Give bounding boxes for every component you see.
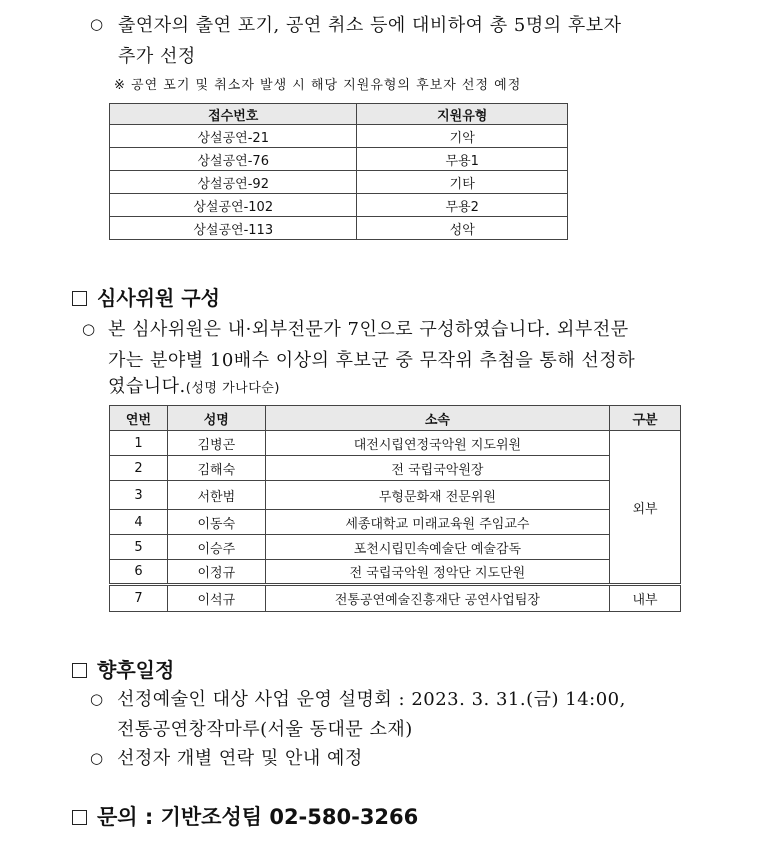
table-row xyxy=(110,456,681,481)
col-header-name: 성명 xyxy=(167,406,265,431)
member-name: 이정규 xyxy=(167,560,265,585)
table-row xyxy=(110,535,681,560)
schedule-item2: 선정자 개별 연락 및 안내 예정 xyxy=(117,748,363,769)
member-affiliation: 전통공연예술진흥재단 공연사업팀장 xyxy=(265,585,609,612)
committee-text-line2: 가는 분야별 10배수 이상의 후보군 중 무작위 추첨을 통해 선정하 xyxy=(108,350,636,371)
support-type: 성악 xyxy=(357,217,568,240)
receipt-no: 상설공연-102 xyxy=(110,194,357,217)
member-affiliation: 전 국립국악원 정악단 지도단원 xyxy=(265,560,609,585)
checkbox-square-icon xyxy=(72,291,87,306)
receipt-no: 상설공연-21 xyxy=(110,125,357,148)
bullet-circle: ○ xyxy=(82,320,96,338)
row-no: 7 xyxy=(110,585,168,612)
table-row xyxy=(110,431,681,456)
table-row xyxy=(110,481,681,510)
section-heading-committee xyxy=(72,282,220,311)
member-name: 김병곤 xyxy=(167,431,265,456)
support-type: 무용1 xyxy=(357,148,568,171)
category-internal: 내부 xyxy=(610,585,681,612)
section-heading-schedule xyxy=(72,654,174,683)
member-affiliation: 무형문화재 전문위원 xyxy=(265,481,609,510)
member-name: 이석규 xyxy=(167,585,265,612)
col-header-affiliation: 소속 xyxy=(265,406,609,431)
bullet-circle: ○ xyxy=(90,749,104,767)
receipt-no: 상설공연-92 xyxy=(110,171,357,194)
col-header-category: 구분 xyxy=(610,406,681,431)
row-no: 1 xyxy=(110,431,168,456)
member-name: 이승주 xyxy=(167,535,265,560)
table-row xyxy=(110,560,681,585)
member-name: 김해숙 xyxy=(167,456,265,481)
table-row xyxy=(110,217,568,240)
member-affiliation: 전 국립국악원장 xyxy=(265,456,609,481)
candidate-text-line1: 출연자의 출연 포기, 공연 취소 등에 대비하여 총 5명의 후보자 xyxy=(118,15,622,36)
row-no: 3 xyxy=(110,481,168,510)
receipt-no: 상설공연-76 xyxy=(110,148,357,171)
section-heading-contact xyxy=(72,801,418,831)
contact-text: 문의 : 기반조성팀 02-580-3266 xyxy=(97,805,419,829)
line3-small: (성명 가나다순) xyxy=(185,381,280,396)
table-row xyxy=(110,171,568,194)
row-no: 6 xyxy=(110,560,168,585)
col-header-no: 연번 xyxy=(110,406,168,431)
category-external: 외부 xyxy=(610,431,681,585)
table-row xyxy=(110,194,568,217)
row-no: 4 xyxy=(110,510,168,535)
member-name: 서한범 xyxy=(167,481,265,510)
member-affiliation: 포천시립민속예술단 예술감독 xyxy=(265,535,609,560)
heading-text: 향후일정 xyxy=(97,658,175,682)
candidate-table xyxy=(109,103,568,240)
col-header-receipt-no: 접수번호 xyxy=(110,104,357,125)
bullet-circle: ○ xyxy=(90,690,104,708)
candidate-text-line2: 추가 선정 xyxy=(118,46,196,67)
bullet-circle: ○ xyxy=(90,15,104,33)
receipt-no: 상설공연-113 xyxy=(110,217,357,240)
schedule-item1-line2: 전통공연창작마루(서울 동대문 소재) xyxy=(117,719,413,740)
table-row xyxy=(110,510,681,535)
committee-text-line1: 본 심사위원은 내·외부전문가 7인으로 구성하였습니다. 외부전문 xyxy=(108,319,629,340)
member-affiliation: 세종대학교 미래교육원 주임교수 xyxy=(265,510,609,535)
committee-table xyxy=(109,405,681,612)
member-affiliation: 대전시립연정국악원 지도위원 xyxy=(265,431,609,456)
member-name: 이동숙 xyxy=(167,510,265,535)
support-type: 기악 xyxy=(357,125,568,148)
line3-main: 였습니다. xyxy=(108,376,186,397)
committee-text-line3 xyxy=(108,371,280,404)
checkbox-square-icon xyxy=(72,663,87,678)
table-row xyxy=(110,148,568,171)
table-row xyxy=(110,585,681,612)
candidate-note: ※ 공연 포기 및 취소자 발생 시 해당 지원유형의 후보자 선정 예정 xyxy=(114,78,522,93)
col-header-support-type: 지원유형 xyxy=(357,104,568,125)
heading-text: 심사위원 구성 xyxy=(97,286,220,310)
checkbox-square-icon xyxy=(72,810,87,825)
schedule-item1-line1: 선정예술인 대상 사업 운영 설명회 : 2023. 3. 31.(금) 14:00, xyxy=(117,689,626,710)
table-row xyxy=(110,125,568,148)
row-no: 2 xyxy=(110,456,168,481)
support-type: 무용2 xyxy=(357,194,568,217)
row-no: 5 xyxy=(110,535,168,560)
support-type: 기타 xyxy=(357,171,568,194)
